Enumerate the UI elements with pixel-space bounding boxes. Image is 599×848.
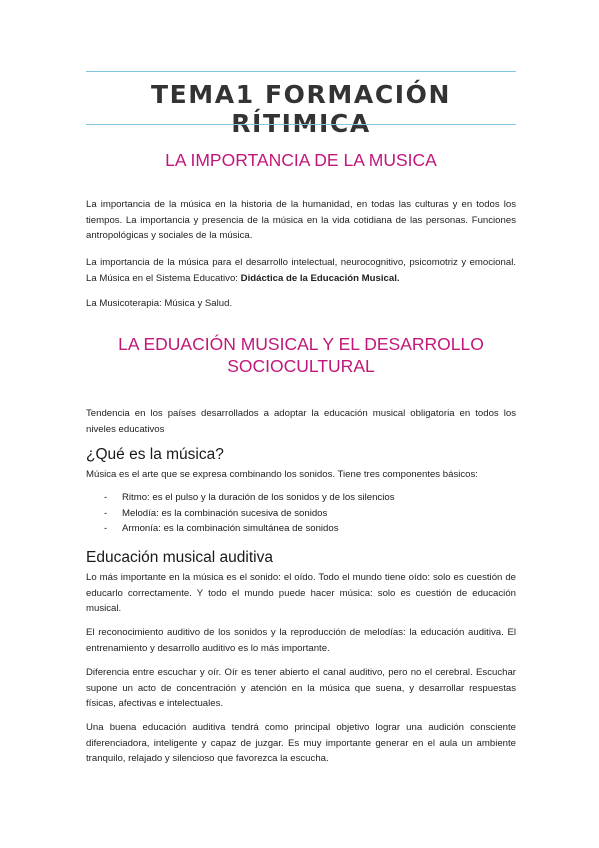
document-title: TEMA1 FORMACIÓN RÍTIMICA — [150, 80, 452, 138]
title-bottom-rule — [86, 124, 516, 125]
paragraph-text: La importancia de la música para el desarrollo intelectual, neurocognitivo, psicomotriz y emocional. La Música en el Sistema Educativo: — [86, 257, 516, 284]
paragraph-importancia-historia: La importancia de la música en la historia de la humanidad, en todas las culturas y en todos los tiempos. La importancia y presencia de la música en la vida cotidiana de las personas. Funciones antropológicas y sociales de la música. — [86, 199, 516, 241]
heading-line-2: SOCIOCULTURAL — [227, 356, 375, 376]
list-item-text: Armonía: es la combinación simultánea de sonidos — [122, 523, 339, 534]
componentes-list — [86, 490, 516, 537]
heading-line-1: LA EDUACIÓN MUSICAL Y EL DESARROLLO — [118, 334, 484, 354]
bullet-dash: - — [104, 523, 108, 534]
heading-educacion-auditiva: Educación musical auditiva — [86, 549, 273, 566]
list-item — [86, 506, 516, 522]
heading-que-es-musica: ¿Qué es la música? — [86, 446, 224, 463]
list-item — [86, 521, 516, 537]
paragraph-importancia-desarrollo — [86, 255, 516, 286]
paragraph-musicoterapia: La Musicoterapia: Música y Salud. — [86, 298, 233, 309]
didactica-bold-text: Didáctica de la Educación Musical. — [240, 272, 400, 284]
paragraph-sonido-oido: Lo más importante en la música es el sonido: el oído. Todo el mundo tiene oído: solo es cuestión de educarlo correctamente. Y todo el mundo puede hacer música: solo es cuestión de educación musical. — [86, 572, 516, 614]
list-item-text: Ritmo: es el pulso y la duración de los sonidos y de los silencios — [122, 492, 395, 503]
title-top-rule — [86, 71, 516, 72]
bullet-dash: - — [104, 492, 108, 503]
list-item-text: Melodía: es la combinación sucesiva de sonidos — [122, 507, 328, 519]
paragraph-reconocimiento-auditivo: El reconocimiento auditivo de los sonidos y la reproducción de melodías: la educación auditiva. El entrenamiento y desarrollo auditivo es lo más importante. — [86, 627, 516, 654]
bullet-dash: - — [104, 507, 108, 519]
paragraph-tendencia: Tendencia en los países desarrollados a adoptar la educación musical obligatoria en todos los niveles educativos — [86, 408, 516, 435]
paragraph-buena-educacion: Una buena educación auditiva tendrá como principal objetivo lograr una audición consciente diferenciadora, inteligente y capaz de juzgar. Es muy importante generar en el aula un ambiente tranquilo, relajado y silencioso que favorezca la escucha. — [86, 722, 516, 764]
paragraph-escuchar-oir: Diferencia entre escuchar y oír. Oír es tener abierto el canal auditivo, pero no el cerebral. Escuchar supone un acto de concentración y atención en la música que suena, y desarrollar respuestas físicas, afectivas e intelectuales. — [86, 667, 516, 709]
heading-importancia-musica: LA IMPORTANCIA DE LA MUSICA — [165, 150, 437, 170]
heading-educacion-musical — [86, 333, 516, 377]
list-item — [86, 490, 516, 506]
paragraph-definicion-musica: Música es el arte que se expresa combinando los sonidos. Tiene tres componentes básicos: — [86, 469, 478, 480]
